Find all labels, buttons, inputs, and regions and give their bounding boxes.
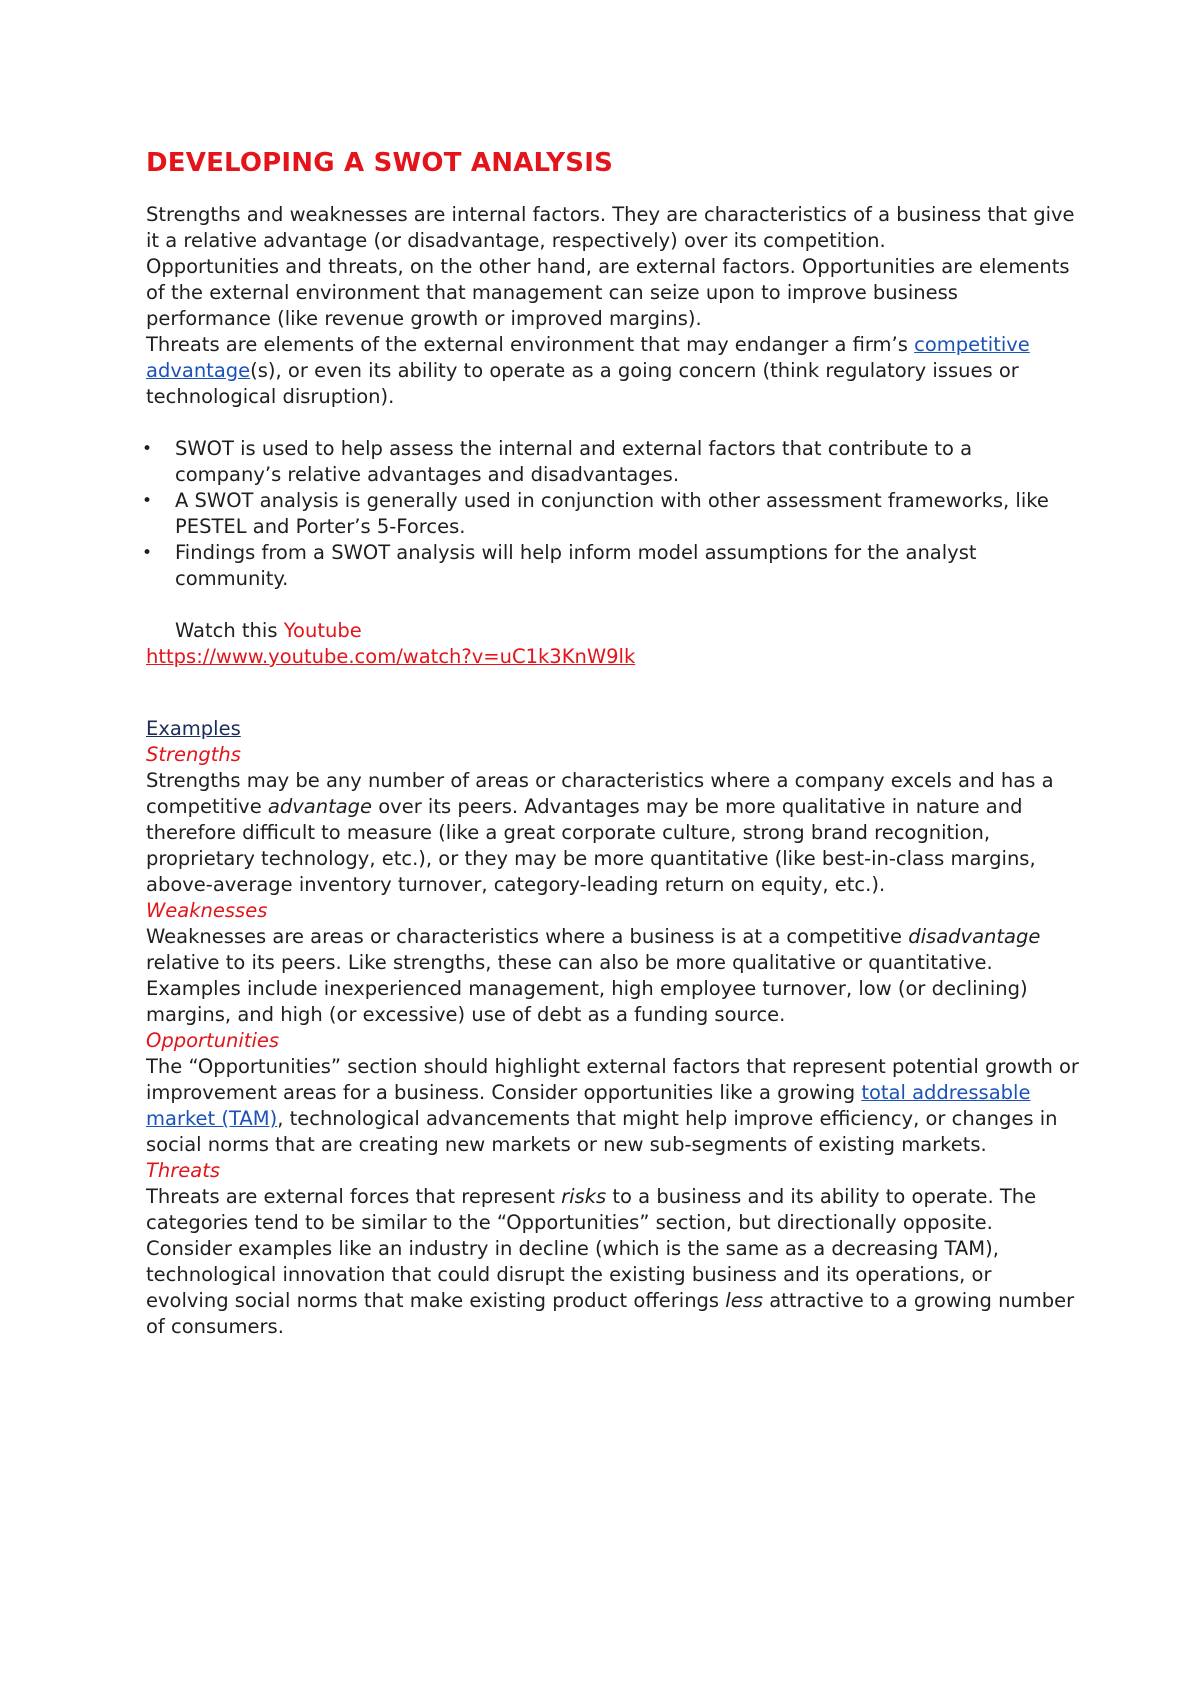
intro-paragraph-external-factors: Opportunities and threats, on the other hand, are external factors. Opportunities are elements of the external environment that management can seize upon to improve business performance (like revenue growth or improved margins). — [146, 255, 1070, 330]
weaknesses-text-2: relative to its peers. Like strengths, these can also be more qualitative or quantitative. Examples include inexperienced management, high employee turnover, low (or declining) margins, and high (or excessive) use of debt as a funding source. — [146, 951, 1028, 1026]
threats-text-2: to a business and its ability to operate. The categories tend to be similar to the “Opportunities” section, but directionally opposite. Consider examples like an industry in decline (which is the same as a decreasing TAM), technological innovation that could disrupt the existing business and its operations, or evolving social norms that make existing product offerings — [146, 1185, 1037, 1312]
bullet-icon: • — [142, 491, 153, 511]
intro-paragraph-threats — [146, 332, 1080, 410]
list-item — [142, 488, 1080, 540]
youtube-url-link[interactable]: https://www.youtube.com/watch?v=uC1k3KnW9lk — [146, 645, 636, 668]
opportunities-paragraph — [146, 1054, 1080, 1158]
document-page — [142, 146, 1080, 1340]
weaknesses-emphasis: disadvantage — [908, 925, 1041, 948]
weaknesses-text-1: Weaknesses are areas or characteristics where a business is at a competitive — [146, 925, 909, 948]
list-item — [142, 540, 1080, 592]
youtube-label: Youtube — [283, 619, 362, 642]
strengths-text-1: Strengths may be any number of areas or characteristics where a company excels and has a competitive — [146, 769, 1054, 818]
threats-paragraph — [146, 1184, 1080, 1340]
strengths-text-2: over its peers. Advantages may be more qualitative in nature and therefore difficult to measure (like a great corporate culture, strong brand recognition, proprietary technology, etc.), or they may be more quantitative (like best-in-class margins, above-average inventory turnover, category-leading return on equity, etc.). — [146, 795, 1036, 896]
competitive-advantage-link[interactable]: competitive advantage — [146, 333, 1030, 382]
list-item-text: A SWOT analysis is generally used in conjunction with other assessment frameworks, like PESTEL and Porter’s 5-Forces. — [175, 489, 1049, 538]
opportunities-heading: Opportunities — [146, 1029, 280, 1052]
weaknesses-paragraph — [146, 924, 1080, 1028]
watch-video-line — [146, 618, 1080, 644]
examples-heading: Examples — [146, 717, 241, 740]
key-points-list — [142, 436, 1080, 592]
bullet-icon: • — [142, 439, 153, 459]
intro-section — [146, 202, 1080, 410]
strengths-heading: Strengths — [146, 743, 241, 766]
list-item — [142, 436, 1080, 488]
watch-prefix: Watch this — [175, 619, 284, 642]
threats-emphasis-less: less — [725, 1289, 764, 1312]
threats-heading: Threats — [146, 1159, 221, 1182]
intro-paragraph-internal-factors: Strengths and weaknesses are internal factors. They are characteristics of a business that give it a relative advantage (or disadvantage, respectively) over its competition. — [146, 203, 1075, 252]
tam-link[interactable]: total addressable market (TAM) — [146, 1081, 1031, 1130]
threats-text-after: (s), or even its ability to operate as a going concern (think regulatory issues or technological disruption). — [146, 359, 1019, 408]
list-item-text: SWOT is used to help assess the internal and external factors that contribute to a company’s relative advantages and disadvantages. — [175, 437, 973, 486]
threats-text-1: Threats are external forces that represent — [146, 1185, 562, 1208]
strengths-emphasis: advantage — [267, 795, 373, 818]
opportunities-text-2: , technological advancements that might help improve efficiency, or changes in social norms that are creating new markets or new sub-segments of existing markets. — [146, 1107, 1058, 1156]
list-item-text: Findings from a SWOT analysis will help inform model assumptions for the analyst community. — [175, 541, 977, 590]
document-title: DEVELOPING A SWOT ANALYSIS — [146, 148, 613, 178]
threats-text-before: Threats are elements of the external environment that may endanger a firm’s — [146, 333, 915, 356]
weaknesses-heading: Weaknesses — [146, 899, 268, 922]
bullet-icon: • — [142, 543, 153, 563]
threats-emphasis-risks: risks — [561, 1185, 607, 1208]
strengths-paragraph — [146, 768, 1080, 898]
threats-text-3: attractive to a growing number of consumers. — [146, 1289, 1075, 1338]
opportunities-text-1: The “Opportunities” section should highlight external factors that represent potential growth or improvement areas for a business. Consider opportunities like a growing — [146, 1055, 1079, 1104]
